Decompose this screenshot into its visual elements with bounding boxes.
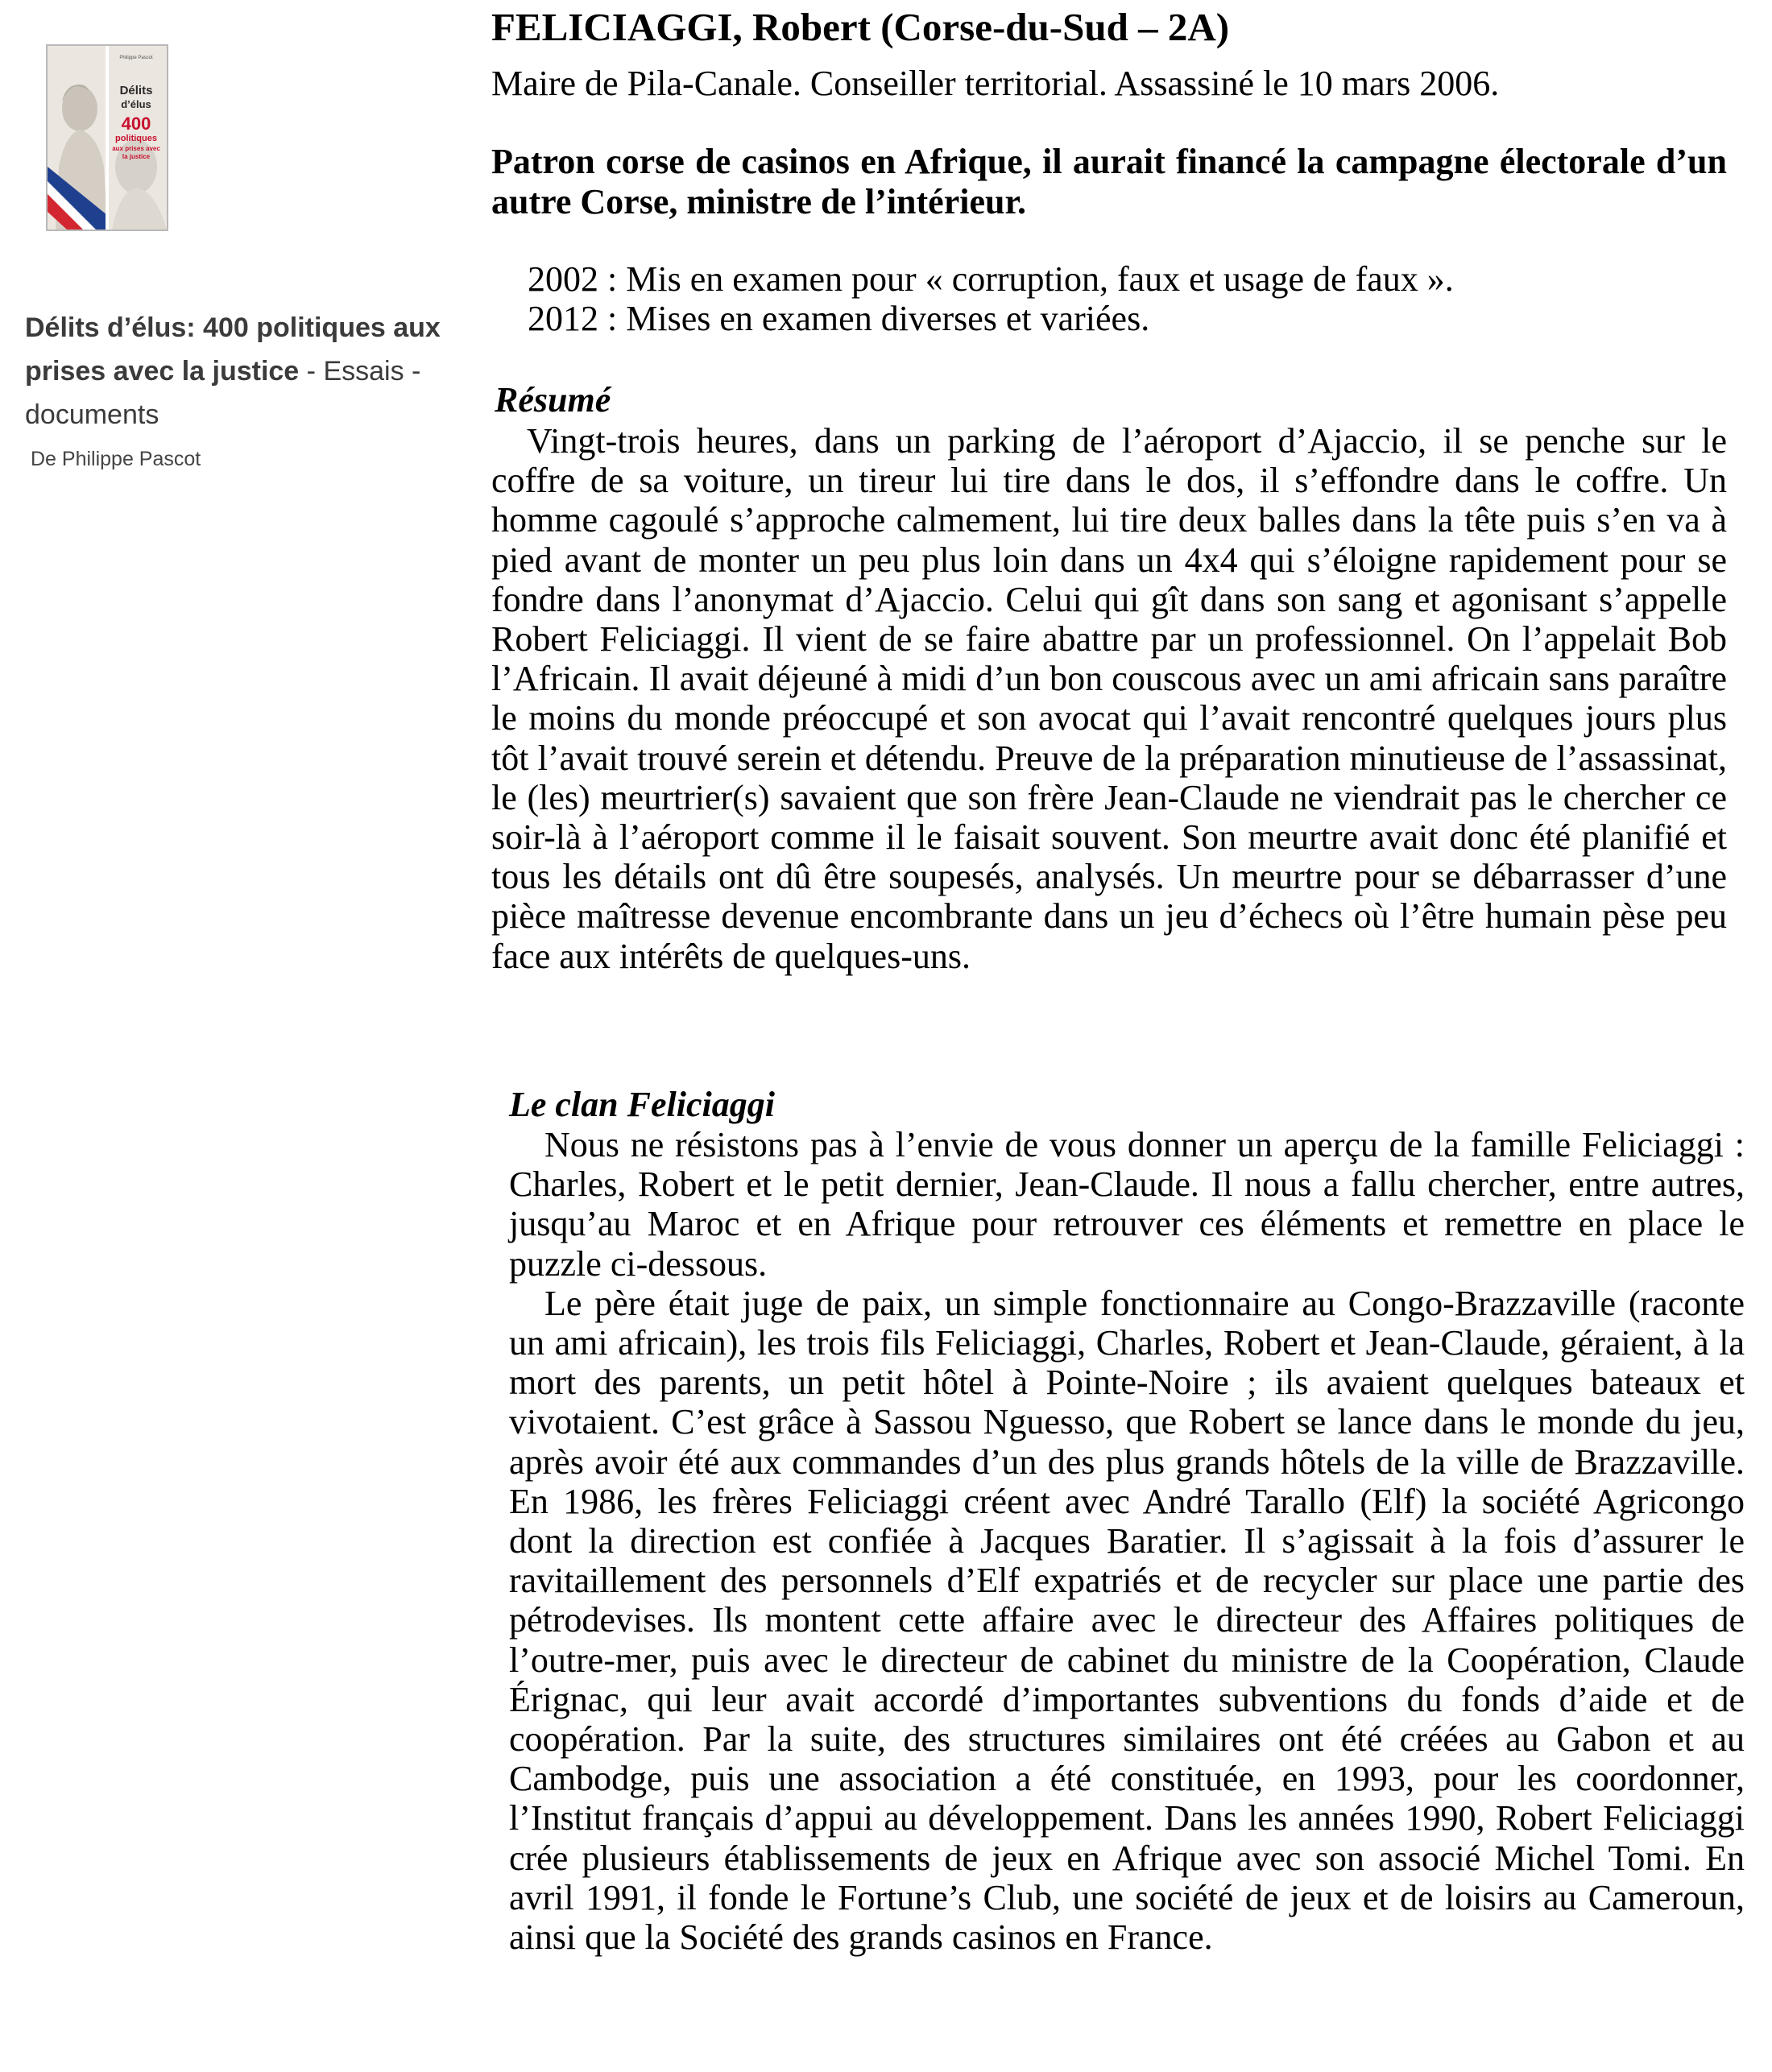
cover-author-text: Philippe Pascot xyxy=(119,56,153,60)
book-title-separator: - xyxy=(299,356,324,387)
clan-paragraph: Le père était juge de paix, un simple fonctionnaire au Congo-Brazzaville (raconte un ami africain), les trois fils Feliciaggi, Charles, Robert et Jean-Claude, géraient, à la mort des parents, un petit hôtel à Pointe-Noire ; ils avaient quelques bateaux et vivotaient. C’est grâce à Sassou Nguesso, que Robert se lance dans le monde du jeu, après avoir été aux commandes d’un des plus grands hôtels de la ville de Brazzaville. En 1986, les frères Feliciaggi créent avec André Tarallo (Elf) la société Agricongo dont la direction est confiée à Jacques Baratier. Il s’agissait à la fois d’assurer le ravitaillement des personnels d’Elf expatriés et de recycler sur place une partie des pétrodevises. Ils montent cette affaire avec le directeur des Affaires politiques de l’outre-mer, puis avec le directeur de cabinet du ministre de la Coopération, Claude Érignac, qui leur avait accordé d’importantes subventions du fonds d’aide et de coopération. Par la suite, des structures similaires ont été créées au Gabon et au Cambodge, puis une association a été constituée, en 1993, pour les coordonner, l’Institut français d’appui au développement. Dans les années 1990, Robert Feliciaggi crée plusieurs établissements de jeux en Afrique avec son associé Michel Tomi. En avril 1991, il fonde le Fortune’s Club, une société de jeux et de loisirs au Cameroun, ainsi que la Société des grands casinos en France. xyxy=(509,1283,1745,1958)
legal-events-list xyxy=(528,259,1454,338)
cover-tagline-2: aux prises avec xyxy=(112,145,160,152)
resume-section xyxy=(491,421,1727,976)
book-title-link[interactable] xyxy=(25,306,452,436)
clan-section xyxy=(509,1125,1745,1957)
article-lead: Patron corse de casinos en Afrique, il aurait financé la campagne électorale d’un autre Corse, ministre de l’intérieur. xyxy=(491,142,1727,221)
legal-event-item: 2012 : Mises en examen diverses et variées. xyxy=(528,299,1150,338)
cover-tagline-1: politiques xyxy=(115,134,157,143)
cover-count: 400 xyxy=(121,114,151,134)
cover-title-word2: d’élus xyxy=(121,98,151,110)
article-title: FELICIAGGI, Robert (Corse-du-Sud – 2A) xyxy=(491,5,1230,49)
cover-tagline-3: la justice xyxy=(122,153,151,160)
book-title-text[interactable]: Délits d’élus: 400 politiques aux prises avec la justice xyxy=(25,312,441,387)
clan-paragraph: Nous ne résistons pas à l’envie de vous donner un aperçu de la famille Feliciaggi : Charles, Robert et le petit dernier, Jean-Claude. Il nous a fallu chercher, entre autres, jusqu’au Maroc et en Afrique pour retrouver ces éléments et remettre en place le puzzle ci-dessous. xyxy=(509,1125,1745,1284)
book-cover-image[interactable] xyxy=(46,44,168,231)
resume-heading: Résumé xyxy=(495,380,611,420)
book-author: De Philippe Pascot xyxy=(31,448,201,470)
resume-paragraph: Vingt-trois heures, dans un parking de l’aéroport d’Ajaccio, il se penche sur le coffre de sa voiture, un tireur lui tire dans le dos, il s’effondre dans le coffre. Un homme cagoulé s’approche calmement, lui tire deux balles dans la tête puis s’en va à pied avant de monter un peu plus loin dans un 4x4 qui s’éloigne rapidement pour se fondre dans l’anonymat d’Ajaccio. Celui qui gît dans son sang et agonisant s’appelle Robert Feliciaggi. Il vient de se faire abattre par un professionnel. On l’appelait Bob l’Africain. Il avait déjeuné à midi d’un bon couscous avec un ami africain sans paraître le moins du monde préoccupé et son avocat qui l’avait rencontré quelques jours plus tôt l’avait trouvé serein et détendu. Preuve de la préparation minutieuse de l’assassinat, le (les) meurtrier(s) savaient que son frère Jean-Claude ne viendrait pas le chercher ce soir-là à l’aéroport comme il le faisait souvent. Son meurtre avait donc été planifié et tous les détails ont dû être soupesés, analysés. Un meurtre pour se débarrasser d’une pièce maîtresse devenue encombrante dans un jeu d’échecs où l’être humain pèse peu face aux intérêts de quelques-uns. xyxy=(491,421,1727,976)
book-category[interactable]: Essais - documents xyxy=(25,356,421,430)
clan-heading: Le clan Feliciaggi xyxy=(509,1085,775,1124)
cover-title-word1: Délits xyxy=(119,84,153,97)
legal-event-item: 2002 : Mis en examen pour « corruption, faux et usage de faux ». xyxy=(528,259,1454,299)
article-subtitle: Maire de Pila-Canale. Conseiller territorial. Assassiné le 10 mars 2006. xyxy=(491,64,1500,103)
